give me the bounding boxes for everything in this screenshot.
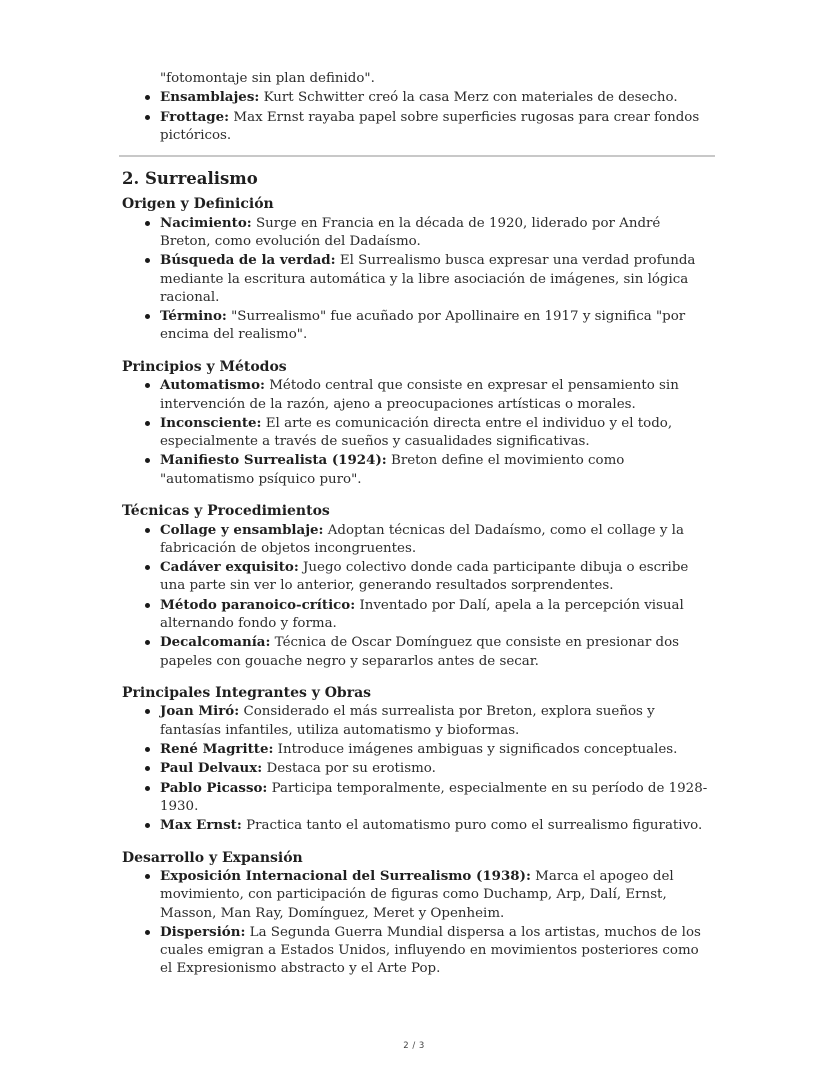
item-text: Participa temporalmente, especialmente en su período de 1928-1930. bbox=[160, 780, 708, 814]
subsection-integrantes bbox=[122, 684, 712, 836]
list-item bbox=[160, 521, 712, 559]
list-item bbox=[160, 108, 712, 146]
item-term: Paul Delvaux: bbox=[160, 760, 263, 777]
subsection-tecnicas bbox=[122, 502, 712, 671]
item-text: Marca el apogeo del movimiento, con participación de figuras como Duchamp, Arp, Dalí, Ernst, Masson, Man Ray, Domínguez, Meret y Openheim. bbox=[160, 869, 674, 921]
page-number: 2 / 3 bbox=[403, 1041, 425, 1051]
list-item bbox=[160, 596, 712, 634]
item-text: El Surrealismo busca expresar una verdad profunda mediante la escritura automática y la libre asociación de imágenes, sin lógica racional. bbox=[160, 253, 696, 305]
section-title: 2. Surrealismo bbox=[122, 169, 258, 189]
item-term: Collage y ensamblaje: bbox=[160, 521, 324, 538]
item-text: Método central que consiste en expresar el pensamiento sin intervención de la razón, ajeno a preocupaciones artísticas o morales. bbox=[160, 378, 679, 412]
intro-list bbox=[122, 70, 712, 145]
subsection-title: Desarrollo y Expansión bbox=[122, 849, 303, 866]
item-term: Exposición Internacional del Surrealismo (1938): bbox=[160, 868, 531, 884]
item-text: La Segunda Guerra Mundial dispersa a los artistas, muchos de los cuales emigran a Estados Unidos, influyendo en movimientos posteriores como el Expresionismo abstracto y el Arte Pop. bbox=[160, 924, 701, 977]
item-text: "Surrealismo" fue acuñado por Apollinaire en 1917 y significa "por encima del realismo". bbox=[160, 309, 686, 343]
item-text: Juego colectivo donde cada participante dibuja o escribe una parte sin ver lo anterior, generando resultados sorprendentes. bbox=[160, 560, 689, 594]
subsection-origen bbox=[122, 195, 712, 345]
item-text: Técnica de Oscar Domínguez que consiste en presionar dos papeles con gouache negro y separarlos antes de secar. bbox=[160, 635, 680, 669]
subsection-desarrollo bbox=[122, 849, 712, 979]
item-term: Pablo Picasso: bbox=[160, 779, 268, 796]
list-item bbox=[160, 251, 712, 307]
subsection-list bbox=[122, 867, 712, 979]
item-term: Cadáver exquisito: bbox=[160, 559, 299, 576]
list-item bbox=[160, 414, 712, 452]
item-text: Inventado por Dalí, apela a la percepción visual alternando fondo y forma. bbox=[160, 597, 684, 632]
item-term: Nacimiento: bbox=[160, 214, 252, 231]
item-term: René Magritte: bbox=[160, 741, 274, 758]
list-item bbox=[160, 376, 712, 414]
subsection-title: Técnicas y Procedimientos bbox=[122, 503, 330, 520]
item-term: Max Ernst: bbox=[160, 817, 242, 834]
list-item bbox=[160, 867, 712, 923]
list-item bbox=[160, 451, 712, 489]
subsection-list bbox=[122, 702, 712, 835]
item-text: El arte es comunicación directa entre el individuo y el todo, especialmente a través de sueños y casualidades significativas. bbox=[160, 415, 673, 450]
list-item bbox=[160, 740, 712, 759]
item-term: Automatismo: bbox=[160, 377, 265, 394]
page-content bbox=[122, 70, 712, 979]
item-text: Destaca por su erotismo. bbox=[262, 761, 436, 777]
list-item bbox=[160, 633, 712, 671]
item-text: Adoptan técnicas del Dadaísmo, como el collage y la fabricación de objetos incongruentes. bbox=[160, 522, 684, 556]
list-item bbox=[160, 923, 712, 979]
item-text: Breton define el movimiento como "automatismo psíquico puro". bbox=[160, 453, 625, 487]
item-text: Introduce imágenes ambiguas y significados conceptuales. bbox=[273, 742, 678, 758]
list-item bbox=[160, 816, 712, 835]
list-item bbox=[160, 307, 712, 345]
item-term: Joan Miró: bbox=[160, 703, 240, 720]
item-term: Búsqueda de la verdad: bbox=[160, 252, 336, 269]
item-term: Método paranoico-crítico: bbox=[160, 596, 356, 613]
item-text: Max Ernst rayaba papel sobre superficies rugosas para crear fondos pictóricos. bbox=[160, 109, 700, 143]
item-text: Practica tanto el automatismo puro como el surrealismo figurativo. bbox=[241, 818, 703, 834]
list-item bbox=[160, 779, 712, 817]
item-term: Manifiesto Surrealista (1924): bbox=[160, 452, 387, 469]
subsection-title: Origen y Definición bbox=[122, 196, 274, 213]
section-divider bbox=[119, 155, 715, 157]
list-item bbox=[160, 214, 712, 252]
subsection-list bbox=[122, 214, 712, 345]
list-item bbox=[160, 759, 712, 778]
list-item bbox=[160, 702, 712, 740]
item-term: Dispersión: bbox=[160, 923, 246, 940]
list-item bbox=[160, 88, 712, 107]
list-item bbox=[160, 558, 712, 596]
subsection-list bbox=[122, 376, 712, 489]
subsection-list bbox=[122, 521, 712, 671]
item-text: Kurt Schwitter creó la casa Merz con materiales de desecho. bbox=[259, 90, 678, 106]
subsection-title: Principios y Métodos bbox=[122, 358, 287, 375]
subsection-title: Principales Integrantes y Obras bbox=[122, 684, 372, 701]
item-term: Término: bbox=[160, 308, 227, 325]
item-text: Surge en Francia en la década de 1920, liderado por André Breton, como evolución del Dadaísmo. bbox=[160, 215, 661, 249]
list-item-continuation: "fotomontaje sin plan definido". bbox=[160, 71, 375, 86]
item-term: Frottage: bbox=[160, 108, 230, 125]
item-text: Considerado el más surrealista por Breton, explora sueños y fantasías infantiles, utiliza automatismo y bioformas. bbox=[160, 704, 655, 738]
item-term: Ensamblajes: bbox=[160, 89, 260, 106]
item-term: Decalcomanía: bbox=[160, 634, 271, 651]
item-term: Inconsciente: bbox=[160, 414, 262, 431]
subsection-principios bbox=[122, 358, 712, 489]
